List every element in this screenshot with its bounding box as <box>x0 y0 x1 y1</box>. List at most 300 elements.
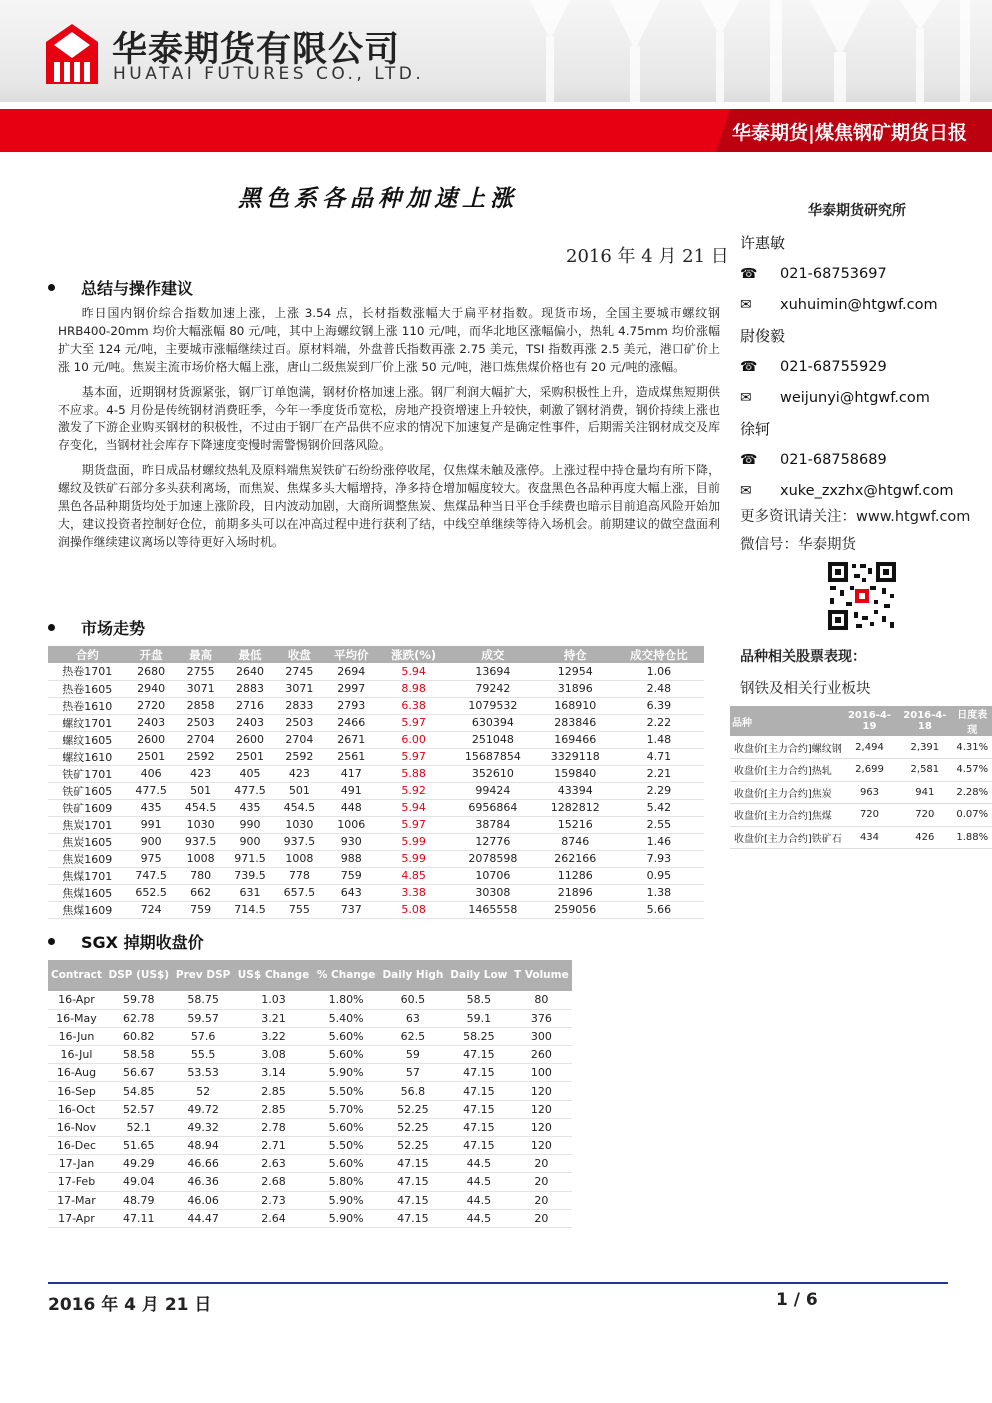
column-header: 成交持仓比 <box>614 646 704 663</box>
table-cell: 44.47 <box>173 1209 234 1227</box>
table-cell: 52.1 <box>105 1118 173 1136</box>
table-cell: 6.38 <box>378 697 449 714</box>
column-header: 2016-4-19 <box>842 706 897 736</box>
table-cell: 737 <box>324 901 378 918</box>
table-cell: 2940 <box>126 680 175 697</box>
table-cell: 2.85 <box>234 1082 314 1100</box>
table-cell: 48.94 <box>173 1137 234 1155</box>
report-date: 2016 年 4 月 21 日 <box>566 246 729 267</box>
column-header: 2016-4-18 <box>897 706 952 736</box>
table-cell: 43394 <box>537 782 614 799</box>
column-header: T Volume <box>511 960 572 991</box>
analyst-phone: ☎ 021-68755929 <box>740 356 990 387</box>
table-cell: 17-Jan <box>48 1155 105 1173</box>
table-cell: 747.5 <box>126 867 175 884</box>
table-cell: 3.21 <box>234 1009 314 1027</box>
table-cell: 5.94 <box>378 799 449 816</box>
table-cell: 47.15 <box>379 1173 447 1191</box>
table-cell: 2600 <box>225 731 274 748</box>
column-header: 收盘 <box>275 646 324 663</box>
website-link[interactable]: 更多资讯请关注：www.htgwf.com <box>740 509 971 525</box>
table-cell: 1008 <box>176 850 225 867</box>
table-row <box>48 1191 572 1209</box>
table-row <box>730 736 992 759</box>
table-cell: 12954 <box>537 663 614 680</box>
analyst-email[interactable]: ✉ weijunyi@htgwf.com <box>740 387 990 418</box>
table-cell: 49.32 <box>173 1118 234 1136</box>
table-cell: 焦炭1609 <box>48 850 126 867</box>
table-cell: 2997 <box>324 680 378 697</box>
table-cell: 2.64 <box>234 1209 314 1227</box>
table-cell: 2403 <box>225 714 274 731</box>
table-cell: 759 <box>176 901 225 918</box>
table-cell: 79242 <box>449 680 537 697</box>
table-cell: 778 <box>275 867 324 884</box>
table-cell: 631 <box>225 884 274 901</box>
table-cell: 16-Oct <box>48 1100 105 1118</box>
table-cell: 焦煤1701 <box>48 867 126 884</box>
table-cell: 662 <box>176 884 225 901</box>
table-cell: 54.85 <box>105 1082 173 1100</box>
table-row <box>48 884 704 901</box>
table-cell: 652.5 <box>126 884 175 901</box>
table-cell: 62.78 <box>105 1009 173 1027</box>
table-cell: 58.75 <box>173 991 234 1009</box>
table-cell: 423 <box>275 765 324 782</box>
table-row <box>48 1155 572 1173</box>
table-cell: 120 <box>511 1137 572 1155</box>
table-cell: 426 <box>897 826 952 849</box>
table-cell: 2600 <box>126 731 175 748</box>
table-row <box>730 781 992 804</box>
table-cell: 2704 <box>176 731 225 748</box>
table-cell: 2858 <box>176 697 225 714</box>
table-cell: 1.38 <box>614 884 704 901</box>
table-cell: 3071 <box>176 680 225 697</box>
footer-divider <box>48 1282 948 1284</box>
table-cell: 2.22 <box>614 714 704 731</box>
table-cell: 2561 <box>324 748 378 765</box>
phone-icon: ☎ <box>740 266 758 282</box>
table-cell: 477.5 <box>225 782 274 799</box>
table-cell: 501 <box>275 782 324 799</box>
table-cell: 5.60% <box>313 1027 378 1045</box>
column-header: US$ Change <box>234 960 314 991</box>
table-cell: 5.90% <box>313 1191 378 1209</box>
table-cell: 6.00 <box>378 731 449 748</box>
table-cell: 热卷1610 <box>48 697 126 714</box>
table-cell: 12776 <box>449 833 537 850</box>
table-cell: 739.5 <box>225 867 274 884</box>
summary-paragraph: 基本面，近期钢材货源紧张，钢厂订单饱满，钢材价格加速上涨。钢厂利润大幅扩大，采购积极性上升，造成煤焦短期供不应求。4-5 月份是传统钢材消费旺季，今年一季度货币宽松，房地产投资增速上升较快，刺激了钢材消费，钢价持续上涨也激发了下游企业购买钢材的积极性，不过由于钢厂在产品供不应求的情况下加速复产是确定性事件，后期需关注钢材成交及库存变化，当钢材社会库存下降速度变慢时需警惕钢价回落风险。 <box>58 384 720 453</box>
table-cell: 16-Apr <box>48 991 105 1009</box>
wechat-id: 微信号：华泰期货 <box>740 537 856 553</box>
table-cell: 20 <box>511 1191 572 1209</box>
table-cell: 759 <box>324 867 378 884</box>
table-cell: 251048 <box>449 731 537 748</box>
table-cell: 4.57% <box>953 759 992 782</box>
table-cell: 收盘价[主力合约]螺纹钢 <box>730 736 842 759</box>
company-name-en: HUATAI FUTURES CO., LTD. <box>113 64 425 84</box>
table-cell: 2.68 <box>234 1173 314 1191</box>
table-cell: 2.55 <box>614 816 704 833</box>
table-cell: 20 <box>511 1155 572 1173</box>
table-row <box>48 1027 572 1045</box>
table-cell: 17-Mar <box>48 1191 105 1209</box>
table-cell: 990 <box>225 816 274 833</box>
analyst-phone: ☎ 021-68753697 <box>740 263 990 294</box>
table-row <box>48 697 704 714</box>
table-cell: 13694 <box>449 663 537 680</box>
table-cell: 2.85 <box>234 1100 314 1118</box>
analyst-phone: ☎ 021-68758689 <box>740 449 990 480</box>
table-cell: 2716 <box>225 697 274 714</box>
table-cell: 11286 <box>537 867 614 884</box>
table-cell: 168910 <box>537 697 614 714</box>
table-cell: 5.60% <box>313 1155 378 1173</box>
table-cell: 80 <box>511 991 572 1009</box>
table-cell: 423 <box>176 765 225 782</box>
table-row <box>48 1173 572 1191</box>
table-cell: 1008 <box>275 850 324 867</box>
table-cell: 0.07% <box>953 804 992 827</box>
table-cell: 5.40% <box>313 1009 378 1027</box>
column-header: 品种 <box>730 706 842 736</box>
table-cell: 780 <box>176 867 225 884</box>
table-cell: 47.15 <box>379 1209 447 1227</box>
table-cell: 5.97 <box>378 714 449 731</box>
bullet-icon <box>48 624 55 631</box>
table-cell: 1.48 <box>614 731 704 748</box>
table-cell: 2.78 <box>234 1118 314 1136</box>
table-cell: 47.15 <box>379 1191 447 1209</box>
table-cell: 159840 <box>537 765 614 782</box>
summary-paragraph: 昨日国内钢价综合指数加速上涨，上涨 3.54 点，长材指数涨幅大于扁平材指数。现货市场，全国主要城市螺纹钢HRB400-20mm 均价大幅涨幅 80 元/吨，其中上海螺纹钢上涨 110 元/吨，而华北地区涨幅偏小，热轧 4.75mm 均价涨幅扩大至 124 元/吨，主要城市涨幅继续过百。原材料端，外盘普氏指数再涨 2.75 美元，TSI 指数再涨 2.5 美元，港口矿价上涨 10 元/吨。焦炭主流市场价格大幅上涨，唐山二级焦炭到厂价上涨 50 元/吨，港口炼焦煤价格也有 20 元/吨的涨幅。 <box>58 306 720 374</box>
table-cell: 1.88% <box>953 826 992 849</box>
table-cell: 1.06 <box>614 663 704 680</box>
table-cell: 1282812 <box>537 799 614 816</box>
table-cell: 59 <box>379 1046 447 1064</box>
table-cell: 2503 <box>275 714 324 731</box>
analyst-name: 许惠敏 <box>740 234 786 252</box>
table-cell: 755 <box>275 901 324 918</box>
table-cell: 收盘价[主力合约]热轧 <box>730 759 842 782</box>
column-header: 合约 <box>48 646 126 663</box>
column-header: 平均价 <box>324 646 378 663</box>
table-cell: 5.08 <box>378 901 449 918</box>
table-cell: 8.98 <box>378 680 449 697</box>
table-cell: 454.5 <box>176 799 225 816</box>
analyst-contacts <box>740 232 990 511</box>
table-cell: 417 <box>324 765 378 782</box>
table-cell: 2793 <box>324 697 378 714</box>
table-cell: 52.25 <box>379 1118 447 1136</box>
mail-icon: ✉ <box>740 297 752 313</box>
table-cell: 435 <box>225 799 274 816</box>
column-header: 成交 <box>449 646 537 663</box>
table-cell: 2.73 <box>234 1191 314 1209</box>
table-cell: 63 <box>379 1009 447 1027</box>
table-cell: 3.38 <box>378 884 449 901</box>
summary-text <box>58 305 720 552</box>
column-header: Contract <box>48 960 105 991</box>
column-header: 开盘 <box>126 646 175 663</box>
report-name: 华泰期货|煤焦钢矿期货日报 <box>732 122 967 144</box>
table-row <box>730 826 992 849</box>
table-cell: 58.58 <box>105 1046 173 1064</box>
huatai-logo <box>46 24 98 84</box>
table-cell: 283846 <box>537 714 614 731</box>
table-cell: 17-Apr <box>48 1209 105 1227</box>
table-cell: 2.71 <box>234 1137 314 1155</box>
table-cell: 1030 <box>275 816 324 833</box>
bullet-icon <box>48 938 55 945</box>
table-cell: 260 <box>511 1046 572 1064</box>
table-row <box>48 850 704 867</box>
table-cell: 5.97 <box>378 816 449 833</box>
table-cell: 2403 <box>126 714 175 731</box>
table-cell: 59.1 <box>447 1009 511 1027</box>
table-row <box>48 1100 572 1118</box>
table-cell: 17-Feb <box>48 1173 105 1191</box>
table-cell: 2694 <box>324 663 378 680</box>
analyst-name: 徐轲 <box>740 420 771 438</box>
mail-icon: ✉ <box>740 390 752 406</box>
table-cell: 1465558 <box>449 901 537 918</box>
table-row <box>48 1082 572 1100</box>
table-cell: 2592 <box>176 748 225 765</box>
table-cell: 3.14 <box>234 1064 314 1082</box>
table-cell: 44.5 <box>447 1209 511 1227</box>
table-cell: 259056 <box>537 901 614 918</box>
table-cell: 2592 <box>275 748 324 765</box>
table-row <box>48 663 704 680</box>
table-cell: 49.04 <box>105 1173 173 1191</box>
table-cell: 5.94 <box>378 663 449 680</box>
table-row <box>48 1009 572 1027</box>
table-cell: 16-Aug <box>48 1064 105 1082</box>
table-cell: 53.53 <box>173 1064 234 1082</box>
table-cell: 714.5 <box>225 901 274 918</box>
table-row <box>48 748 704 765</box>
stock-section-heading: 品种相关股票表现： <box>740 649 866 665</box>
bullet-icon <box>48 284 55 291</box>
table-cell: 1.03 <box>234 991 314 1009</box>
table-cell: 434 <box>842 826 897 849</box>
table-cell: 0.95 <box>614 867 704 884</box>
table-row <box>48 1046 572 1064</box>
table-cell: 4.31% <box>953 736 992 759</box>
table-cell: 100 <box>511 1064 572 1082</box>
table-row <box>48 816 704 833</box>
table-cell: 5.99 <box>378 850 449 867</box>
table-cell: 60.82 <box>105 1027 173 1045</box>
stock-section-subheading: 钢铁及相关行业板块 <box>740 681 871 697</box>
table-cell: 55.5 <box>173 1046 234 1064</box>
table-cell: 31896 <box>537 680 614 697</box>
table-cell: 20 <box>511 1173 572 1191</box>
report-title: 黑色系各品种加速上涨 <box>238 185 518 212</box>
section-heading-summary: 总结与操作建议 <box>48 276 193 299</box>
table-cell: 46.66 <box>173 1155 234 1173</box>
table-cell: 963 <box>842 781 897 804</box>
table-cell: 971.5 <box>225 850 274 867</box>
table-cell: 435 <box>126 799 175 816</box>
table-cell: 铁矿1701 <box>48 765 126 782</box>
table-cell: 21896 <box>537 884 614 901</box>
table-cell: 930 <box>324 833 378 850</box>
table-cell: 5.88 <box>378 765 449 782</box>
table-cell: 937.5 <box>176 833 225 850</box>
table-cell: 8746 <box>537 833 614 850</box>
table-cell: 900 <box>225 833 274 850</box>
phone-icon: ☎ <box>740 359 758 375</box>
table-cell: 52.57 <box>105 1100 173 1118</box>
table-cell: 44.5 <box>447 1155 511 1173</box>
table-cell: 2883 <box>225 680 274 697</box>
table-cell: 收盘价[主力合约]铁矿石 <box>730 826 842 849</box>
table-cell: 47.15 <box>447 1118 511 1136</box>
table-cell: 16-Jul <box>48 1046 105 1064</box>
table-cell: 焦煤1605 <box>48 884 126 901</box>
table-cell: 56.8 <box>379 1082 447 1100</box>
header-decoration <box>470 0 992 102</box>
table-row <box>48 731 704 748</box>
table-cell: 6.39 <box>614 697 704 714</box>
footer-date: 2016 年 4 月 21 日 <box>48 1295 212 1315</box>
table-row <box>48 1209 572 1227</box>
table-cell: 2501 <box>126 748 175 765</box>
table-cell: 47.15 <box>447 1082 511 1100</box>
stock-performance-table <box>730 706 992 849</box>
table-cell: 169466 <box>537 731 614 748</box>
table-cell: 螺纹1605 <box>48 731 126 748</box>
analyst-name: 尉俊毅 <box>740 327 786 345</box>
table-cell: 15216 <box>537 816 614 833</box>
table-cell: 47.15 <box>447 1100 511 1118</box>
table-cell: 448 <box>324 799 378 816</box>
table-cell: 47.15 <box>447 1046 511 1064</box>
table-cell: 57 <box>379 1064 447 1082</box>
market-table <box>48 646 704 919</box>
table-cell: 2704 <box>275 731 324 748</box>
column-header: 持仓 <box>537 646 614 663</box>
table-cell: 643 <box>324 884 378 901</box>
analyst-email[interactable]: ✉ xuhuimin@htgwf.com <box>740 294 990 325</box>
column-header: 最低 <box>225 646 274 663</box>
table-cell: 2755 <box>176 663 225 680</box>
table-cell: 2.48 <box>614 680 704 697</box>
column-header: DSP (US$) <box>105 960 173 991</box>
table-cell: 5.50% <box>313 1082 378 1100</box>
table-cell: 58.5 <box>447 991 511 1009</box>
table-cell: 5.97 <box>378 748 449 765</box>
table-cell: 5.90% <box>313 1064 378 1082</box>
analyst-email[interactable]: ✉ xuke_zxzhx@htgwf.com <box>740 480 990 511</box>
table-cell: 48.79 <box>105 1191 173 1209</box>
table-cell: 2503 <box>176 714 225 731</box>
table-cell: 99424 <box>449 782 537 799</box>
section-heading-market: 市场走势 <box>48 616 145 639</box>
table-cell: 51.65 <box>105 1137 173 1155</box>
table-cell: 2078598 <box>449 850 537 867</box>
table-cell: 56.67 <box>105 1064 173 1082</box>
table-cell: 20 <box>511 1209 572 1227</box>
table-cell: 4.71 <box>614 748 704 765</box>
table-row <box>48 1137 572 1155</box>
column-header: 最高 <box>176 646 225 663</box>
table-row <box>48 901 704 918</box>
table-cell: 44.5 <box>447 1173 511 1191</box>
table-cell: 376 <box>511 1009 572 1027</box>
section-heading-sgx: SGX 掉期收盘价 <box>48 930 204 953</box>
table-cell: 2720 <box>126 697 175 714</box>
table-cell: 热卷1701 <box>48 663 126 680</box>
qr-code-icon <box>826 560 898 632</box>
table-cell: 975 <box>126 850 175 867</box>
table-cell: 62.5 <box>379 1027 447 1045</box>
table-cell: 2671 <box>324 731 378 748</box>
table-cell: 52.25 <box>379 1100 447 1118</box>
table-cell: 2.63 <box>234 1155 314 1173</box>
column-header: Prev DSP <box>173 960 234 991</box>
table-cell: 630394 <box>449 714 537 731</box>
sgx-swap-table <box>48 960 572 1228</box>
table-cell: 16-Jun <box>48 1027 105 1045</box>
table-cell: 铁矿1609 <box>48 799 126 816</box>
table-cell: 1079532 <box>449 697 537 714</box>
table-cell: 7.93 <box>614 850 704 867</box>
table-cell: 焦煤1609 <box>48 901 126 918</box>
table-cell: 螺纹1701 <box>48 714 126 731</box>
table-cell: 57.6 <box>173 1027 234 1045</box>
table-cell: 2,494 <box>842 736 897 759</box>
table-cell: 352610 <box>449 765 537 782</box>
table-cell: 2.21 <box>614 765 704 782</box>
table-cell: 2.28% <box>953 781 992 804</box>
table-cell: 5.80% <box>313 1173 378 1191</box>
table-cell: 3071 <box>275 680 324 697</box>
table-cell: 47.15 <box>447 1064 511 1082</box>
table-cell: 5.66 <box>614 901 704 918</box>
table-cell: 120 <box>511 1082 572 1100</box>
table-cell: 49.72 <box>173 1100 234 1118</box>
table-row <box>48 833 704 850</box>
table-cell: 5.92 <box>378 782 449 799</box>
table-cell: 16-May <box>48 1009 105 1027</box>
table-cell: 2833 <box>275 697 324 714</box>
table-cell: 262166 <box>537 850 614 867</box>
table-cell: 405 <box>225 765 274 782</box>
table-cell: 941 <box>897 781 952 804</box>
table-cell: 44.5 <box>447 1191 511 1209</box>
summary-paragraph: 期货盘面，昨日成品材螺纹热轧及原料端焦炭铁矿石纷纷涨停收尾，仅焦煤未触及涨停。上涨过程中持仓量均有所下降，螺纹及铁矿石部分多头获利离场，而焦炭、焦煤多头大幅增持，净多持仓增加幅度较大。夜盘黑色各品种再度大幅上涨，目前黑色各品种期货均处于加速上涨阶段，日内波动加剧，大商所调整焦炭、焦煤品种当日平仓手续费也暗示目前追高风险开始加大，建议投资者控制好仓位，前期多头可以在冲高过程中进行获利了结，中线空单继续等待入场机会。前期建议的做空盘面利润操作继续建议离场以等待更好入场时机。 <box>58 463 720 549</box>
table-cell: 收盘价[主力合约]焦煤 <box>730 804 842 827</box>
table-row <box>48 867 704 884</box>
column-header: % Change <box>313 960 378 991</box>
table-cell: 2640 <box>225 663 274 680</box>
table-row <box>48 1064 572 1082</box>
table-cell: 铁矿1605 <box>48 782 126 799</box>
table-cell: 30308 <box>449 884 537 901</box>
table-row <box>48 1118 572 1136</box>
table-cell: 1006 <box>324 816 378 833</box>
table-cell: 900 <box>126 833 175 850</box>
table-cell: 47.15 <box>379 1155 447 1173</box>
table-cell: 16-Dec <box>48 1137 105 1155</box>
table-cell: 1030 <box>176 816 225 833</box>
table-cell: 2745 <box>275 663 324 680</box>
